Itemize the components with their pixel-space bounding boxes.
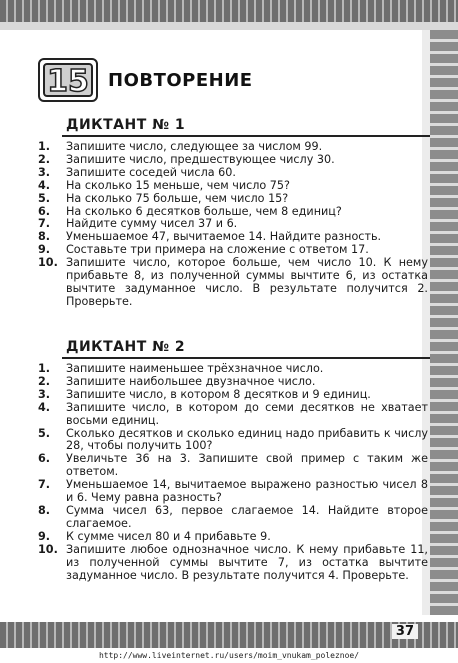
item-text: Сумма чисел 63, первое слагаемое 14. Найдите второе слагаемое. bbox=[66, 503, 428, 530]
list-item bbox=[38, 544, 428, 583]
item-text: На сколько 15 меньше, чем число 75? bbox=[66, 178, 290, 192]
page-bottom-border bbox=[0, 622, 458, 648]
item-number: 7. bbox=[38, 217, 51, 231]
item-text: Запишите число, следующее за числом 99. bbox=[66, 140, 323, 153]
page-top-border-inner bbox=[0, 22, 458, 30]
item-text: Уменьшаемое 47, вычитаемое 14. Найдите разность. bbox=[66, 230, 382, 244]
page-right-border bbox=[430, 30, 458, 615]
item-text: Запишите любое однозначное число. К нему прибавьте 11, из полученной суммы вычтите 7, из остатка вычтите задуманное число. В результате получится 4. Проверьте. bbox=[66, 542, 428, 582]
list-item bbox=[38, 154, 428, 167]
item-number: 4. bbox=[38, 400, 51, 414]
item-number: 9. bbox=[38, 243, 51, 257]
list-item bbox=[38, 479, 428, 505]
item-text: Увеличьте 36 на 3. Запишите свой пример с таким же ответом. bbox=[66, 452, 428, 479]
item-text: Уменьшаемое 14, вычитаемое выражено разностью чисел 8 и 6. Чему равна разность? bbox=[66, 478, 428, 505]
item-text: К сумме чисел 80 и 4 прибавьте 9. bbox=[66, 529, 271, 543]
lesson-title: ПОВТОРЕНИЕ bbox=[108, 70, 253, 91]
dictation-1-list bbox=[38, 141, 428, 309]
item-text: Запишите соседей числа 60. bbox=[66, 165, 236, 179]
dictation-2-title: ДИКТАНТ № 2 bbox=[66, 339, 186, 355]
list-item bbox=[38, 402, 428, 428]
dictation-1 bbox=[38, 117, 428, 309]
item-number: 8. bbox=[38, 230, 51, 244]
item-number: 2. bbox=[38, 374, 51, 388]
item-text: На сколько 6 десятков больше, чем 8 единиц? bbox=[66, 204, 342, 218]
item-number: 10. bbox=[38, 256, 58, 270]
item-number: 4. bbox=[38, 178, 51, 192]
item-number: 8. bbox=[38, 503, 51, 517]
item-number: 1. bbox=[38, 362, 51, 375]
list-item bbox=[38, 505, 428, 531]
footer-url: http://www.liveinternet.ru/users/moim_vnukam_poleznoe/ bbox=[0, 648, 458, 663]
list-item bbox=[38, 141, 428, 154]
page-top-border bbox=[0, 0, 458, 22]
lesson-number-badge-inner bbox=[43, 63, 93, 97]
list-item bbox=[38, 376, 428, 389]
item-number: 5. bbox=[38, 426, 51, 440]
list-item bbox=[38, 193, 428, 206]
item-text: Запишите число, в котором 8 десятков и 9 единиц. bbox=[66, 387, 371, 401]
list-item bbox=[38, 453, 428, 479]
list-item bbox=[38, 428, 428, 454]
list-item bbox=[38, 167, 428, 180]
dictation-2 bbox=[38, 339, 428, 582]
item-text: Составьте три примера на сложение с ответом 17. bbox=[66, 243, 369, 257]
item-number: 1. bbox=[38, 140, 51, 153]
item-text: Запишите число, предшествующее числу 30. bbox=[66, 152, 335, 166]
item-text: Найдите сумму чисел 37 и 6. bbox=[66, 217, 238, 231]
list-item bbox=[38, 180, 428, 193]
item-text: Запишите наибольшее двузначное число. bbox=[66, 374, 316, 388]
item-number: 5. bbox=[38, 191, 51, 205]
item-text: На сколько 75 больше, чем число 15? bbox=[66, 191, 289, 205]
item-number: 10. bbox=[38, 542, 58, 556]
item-number: 2. bbox=[38, 152, 51, 166]
item-number: 6. bbox=[38, 452, 51, 466]
dictation-2-list bbox=[38, 363, 428, 582]
item-number: 7. bbox=[38, 478, 51, 492]
list-item bbox=[38, 257, 428, 309]
item-number: 3. bbox=[38, 165, 51, 179]
item-number: 6. bbox=[38, 204, 51, 218]
item-text: Запишите число, в котором до семи десятков не хватает восьми единиц. bbox=[66, 400, 428, 427]
item-number: 3. bbox=[38, 387, 51, 401]
page-number: 37 bbox=[392, 624, 418, 639]
item-text: Запишите наименьшее трёхзначное число. bbox=[66, 362, 324, 375]
list-item bbox=[38, 363, 428, 376]
lesson-number: 15 bbox=[47, 64, 89, 99]
item-text: Сколько десятков и сколько единиц надо прибавить к числу 28, чтобы получить 100? bbox=[66, 426, 428, 453]
item-number: 9. bbox=[38, 529, 51, 543]
list-item bbox=[38, 389, 428, 402]
list-item bbox=[38, 531, 428, 544]
dictation-1-title: ДИКТАНТ № 1 bbox=[66, 117, 186, 133]
item-text: Запишите число, которое больше, чем число 10. К нему прибавьте 8, из полученной суммы вычтите 6, из остатка вычтите задуманное число. В результате получится 2. Проверьте. bbox=[66, 256, 428, 308]
lesson-number-badge bbox=[38, 58, 98, 102]
